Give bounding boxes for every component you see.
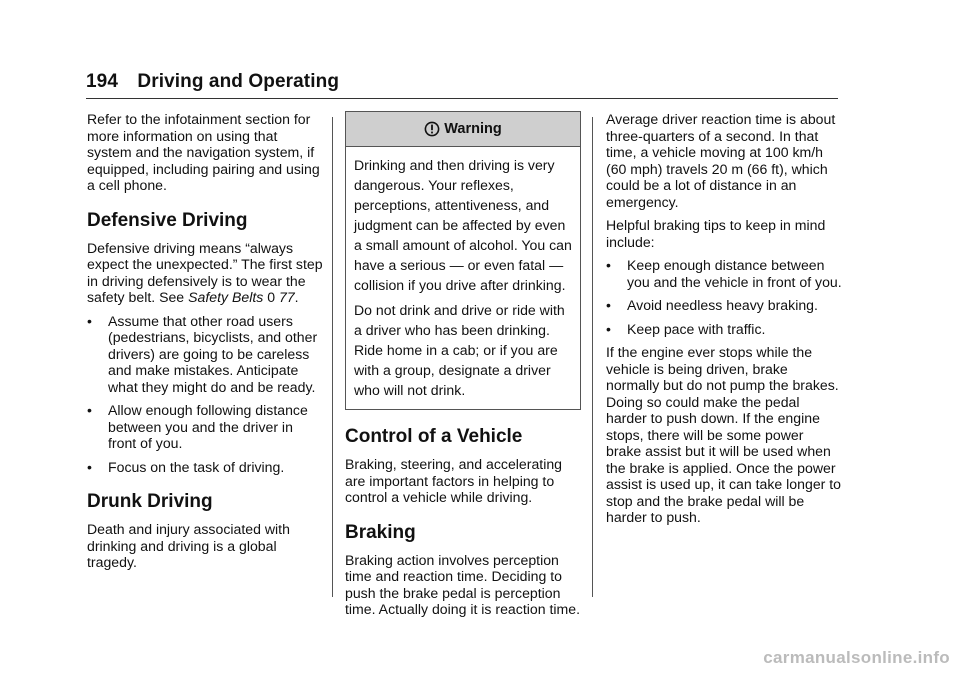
warning-paragraph: Do not drink and drive or ride with a driver who has been drinking. Ride home in a cab; or if you are with a group, designate a driver who will not drink. [354, 302, 565, 398]
watermark: carmanualsonline.info [763, 648, 950, 667]
page-header [86, 71, 339, 93]
bullet-icon: • [606, 297, 611, 313]
list-item-text: Assume that other road users (pedestrians, bicyclists, and other drivers) are going to be careless and make mistakes. Anticipate what they might do and be ready. [108, 312, 318, 395]
list-item-text: Keep enough distance between you and the vehicle in front of you. [627, 257, 842, 290]
warning-title: Warning [444, 120, 502, 137]
defensive-driving-heading: Defensive Driving [87, 209, 248, 231]
bullet-icon: • [87, 458, 92, 475]
page-ref-icon: 0 [267, 289, 276, 305]
defensive-driving-text: Defensive driving means “always expect the unexpected.” The first step in driving defensively is to wear the safety belt. See [87, 239, 323, 305]
braking-tips-intro: Helpful braking tips to keep in mind include: [606, 217, 826, 250]
warning-box [345, 111, 581, 410]
column-divider-1 [332, 117, 333, 597]
reaction-time-paragraph: Average driver reaction time is about three-quarters of a second. In that time, a vehicle moving at 100 km/h (60 mph) travels 20 m (66 ft), which could be a lot of distance in an emergency. [606, 111, 836, 210]
braking-paragraph: Braking action involves perception time and reaction time. Deciding to push the brake pedal is perception time. Actually doing it is reaction time. [345, 551, 580, 617]
control-of-vehicle-paragraph: Braking, steering, and accelerating are important factors in helping to control a vehicle while driving. [345, 456, 563, 505]
list-item-text: Keep pace with traffic. [627, 320, 766, 337]
warning-header [346, 112, 580, 147]
header-rule [86, 98, 838, 99]
list-item [87, 459, 323, 476]
list-item [87, 402, 323, 452]
defensive-driving-paragraph: Defensive driving means “always expect the unexpected.” The first step in driving defensively is to wear the safety belt. See Safety Belts 0 77. [87, 239, 323, 305]
bullet-icon: • [606, 257, 611, 273]
bullet-icon: • [606, 320, 611, 337]
drunk-driving-heading: Drunk Driving [87, 491, 213, 512]
intro-paragraph: Refer to the infotainment section for more information on using that system and the navigation system, if equipped, including pairing and using a cell phone. [87, 111, 320, 193]
list-item [87, 313, 323, 396]
warning-paragraph: Drinking and then driving is very dangerous. Your reflexes, perceptions, attentiveness, and judgment can be affected by even a small amount of alcohol. You can have a serious — or even fatal — collision if you drive after drinking. [354, 157, 572, 293]
list-item [606, 257, 842, 290]
list-item-text: Focus on the task of driving. [108, 458, 285, 475]
page-ref-number[interactable]: 77 [278, 289, 295, 305]
list-item-text: Allow enough following distance between you and the driver in front of you. [108, 402, 308, 451]
column-1 [87, 111, 323, 578]
bullet-icon: • [87, 312, 92, 329]
control-of-vehicle-heading: Control of a Vehicle [345, 426, 523, 447]
section-title: Driving and Operating [137, 71, 340, 92]
column-divider-2 [592, 117, 593, 597]
safety-belts-link[interactable]: Safety Belts [188, 289, 264, 305]
engine-stops-paragraph: If the engine ever stops while the vehicle is being driven, brake normally but do not pump the brakes. Doing so could make the pedal harder to push down. If the engine stops, there will be some power brake assist but it will be used when the brake is applied. Once the power assist is used up, it can take longer to stop and the brake pedal will be harder to push. [606, 344, 842, 525]
page-number: 194 [86, 71, 119, 92]
column-3 [606, 111, 842, 533]
bullet-icon: • [87, 402, 92, 418]
warning-icon [424, 121, 440, 137]
drunk-driving-paragraph: Death and injury associated with drinking and driving is a global tragedy. [87, 521, 290, 570]
warning-body [346, 147, 580, 409]
list-item [606, 321, 842, 338]
list-item [606, 297, 842, 314]
column-2 [345, 111, 581, 625]
list-item-text: Avoid needless heavy braking. [627, 297, 818, 313]
braking-heading: Braking [345, 521, 416, 543]
